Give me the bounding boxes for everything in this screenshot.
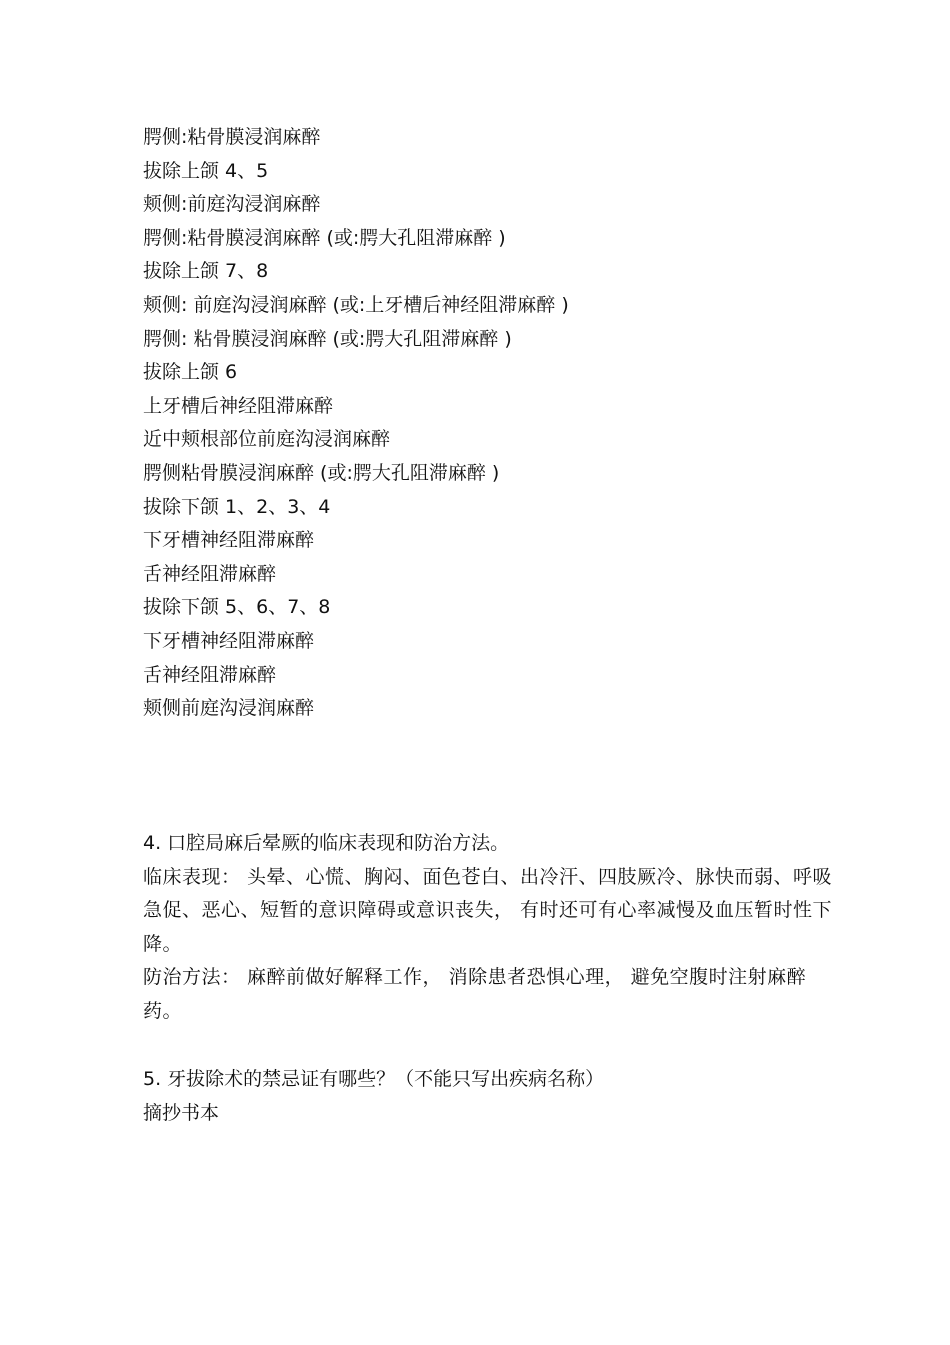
anesthesia-line: 颊侧: 前庭沟浸润麻醉 (或:上牙槽后神经阻滞麻醉 ) — [143, 293, 569, 316]
anesthesia-line: 拔除上颌 7、8 — [143, 260, 269, 283]
anesthesia-line: 上牙槽后神经阻滞麻醉 — [143, 394, 334, 417]
anesthesia-line: 颊侧前庭沟浸润麻醉 — [143, 697, 315, 720]
question-5-title: 5. 牙拔除术的禁忌证有哪些？（不能只写出疾病名称） — [143, 1068, 605, 1090]
anesthesia-line: 拔除上颌 4、5 — [143, 159, 269, 182]
question-5-section — [143, 1063, 843, 1130]
anesthesia-line: 舌神经阻滞麻醉 — [143, 663, 277, 686]
anesthesia-line: 腭侧:粘骨膜浸润麻醉 — [143, 126, 321, 148]
anesthesia-line: 腭侧粘骨膜浸润麻醉 (或:腭大孔阻滞麻醉 ) — [143, 461, 500, 484]
anesthesia-line: 拔除下颌 5、6、7、8 — [143, 596, 331, 619]
anesthesia-list — [143, 121, 843, 726]
anesthesia-line: 近中颊根部位前庭沟浸润麻醉 — [143, 428, 391, 451]
anesthesia-line: 下牙槽神经阻滞麻醉 — [143, 529, 315, 552]
anesthesia-line: 拔除下颌 1、2、3、4 — [143, 495, 331, 518]
anesthesia-line: 拔除上颌 6 — [143, 361, 238, 384]
question-4-section — [143, 827, 843, 1029]
prevention-method: 防治方法： 麻醉前做好解释工作， 消除患者恐惧心理， 避免空腹时注射麻醉药。 — [143, 966, 807, 1022]
anesthesia-line: 腭侧:粘骨膜浸润麻醉 (或:腭大孔阻滞麻醉 ) — [143, 226, 506, 249]
question-4-title: 4. 口腔局麻后晕厥的临床表现和防治方法。 — [143, 832, 510, 854]
question-5-answer: 摘抄书本 — [143, 1101, 220, 1124]
anesthesia-line: 舌神经阻滞麻醉 — [143, 562, 277, 585]
anesthesia-line: 颊侧:前庭沟浸润麻醉 — [143, 193, 321, 216]
anesthesia-line: 腭侧: 粘骨膜浸润麻醉 (或:腭大孔阻滞麻醉 ) — [143, 327, 512, 350]
anesthesia-line: 下牙槽神经阻滞麻醉 — [143, 629, 315, 652]
clinical-manifestation: 临床表现： 头晕、心慌、胸闷、面色苍白、出冷汗、四肢厥冷、脉快而弱、呼吸急促、恶心、短暂的意识障碍或意识丧失， 有时还可有心率减慢及血压暂时性下降。 — [143, 865, 833, 955]
